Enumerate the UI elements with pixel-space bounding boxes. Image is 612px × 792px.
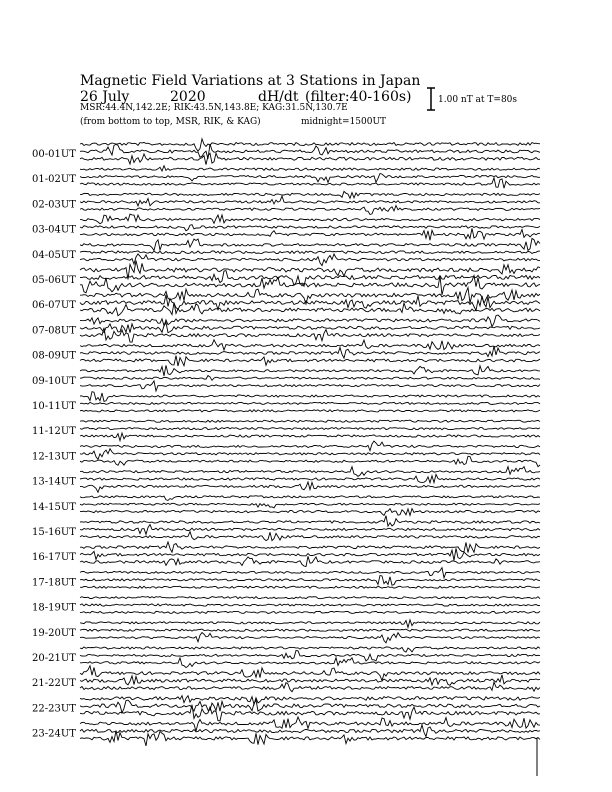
trace-rik: [80, 449, 540, 460]
trace-kag: [80, 620, 540, 628]
station-order-note: (from bottom to top, MSR, RIK, & KAG): [80, 117, 261, 127]
trace-rik: [80, 271, 540, 287]
trace-msr: [80, 381, 540, 391]
trace-kag: [80, 441, 540, 451]
trace-kag: [80, 496, 540, 501]
hour-label: 02-03UT: [32, 199, 76, 211]
trace-kag: [80, 542, 540, 553]
trace-msr: [80, 178, 540, 188]
stations-line: MSR:44.4N,142.2E; RIK:43.5N,143.8E; KAG:31.5N,130.7E: [80, 103, 348, 113]
trace-kag: [80, 516, 540, 526]
trace-msr: [80, 586, 540, 588]
trace-kag: [80, 340, 540, 350]
trace-kag: [80, 214, 540, 224]
hour-label: 08-09UT: [32, 350, 76, 362]
trace-kag: [80, 288, 540, 305]
hour-label: 10-11UT: [32, 401, 76, 412]
trace-rik: [80, 675, 540, 686]
trace-msr: [80, 456, 540, 466]
hour-label: 05-06UT: [32, 275, 76, 286]
hour-label: 22-23UT: [32, 703, 76, 715]
trace-msr: [80, 730, 540, 746]
trace-kag: [80, 647, 540, 652]
scale-bar: [427, 88, 435, 110]
hour-label: 06-07UT: [32, 300, 76, 312]
trace-rik: [80, 174, 540, 183]
trace-msr: [80, 633, 540, 643]
trace-kag: [80, 315, 540, 327]
trace-kag: [80, 166, 540, 171]
trace-kag: [80, 666, 540, 681]
trace-kag: [80, 365, 540, 376]
midnight-note: midnight=1500UT: [301, 117, 387, 127]
trace-rik: [80, 225, 540, 231]
trace-kag: [80, 568, 540, 578]
trace-rik: [80, 428, 540, 430]
trace-kag: [80, 392, 540, 402]
trace-kag: [80, 238, 540, 250]
trace-group: [80, 139, 540, 746]
hour-label: 00-01UT: [32, 149, 76, 160]
trace-rik: [80, 346, 540, 358]
trace-msr: [80, 509, 540, 516]
trace-kag: [80, 696, 540, 705]
trace-msr: [80, 153, 540, 164]
trace-rik: [80, 323, 540, 333]
trace-rik: [80, 251, 540, 254]
trace-rik: [80, 376, 540, 381]
hour-label: 07-08UT: [32, 325, 76, 337]
date-label: 26 July: [80, 89, 130, 105]
trace-msr: [80, 433, 540, 441]
hour-label: 01-02UT: [32, 174, 76, 186]
trace-kag: [80, 139, 540, 151]
trace-rik: [80, 474, 540, 482]
hour-label: 20-21UT: [32, 653, 76, 664]
trace-rik: [80, 503, 540, 508]
trace-msr: [80, 228, 540, 240]
trace-kag: [80, 717, 540, 731]
trace-msr: [80, 254, 540, 266]
hour-label: 04-05UT: [32, 249, 76, 261]
component-label: dH/dt: [258, 89, 299, 105]
hour-label: 14-15UT: [32, 501, 76, 513]
hour-label: 11-12UT: [32, 426, 76, 438]
hour-label: 09-10UT: [32, 375, 76, 387]
trace-msr: [80, 658, 540, 668]
trace-rik: [80, 144, 540, 159]
trace-msr: [80, 328, 540, 342]
trace-rik: [80, 629, 540, 631]
trace-rik: [80, 402, 540, 404]
trace-rik: [80, 196, 540, 206]
hour-label: 18-19UT: [32, 602, 76, 614]
trace-rik: [80, 525, 540, 535]
trace-kag: [80, 191, 540, 198]
hour-label: 21-22UT: [32, 678, 76, 690]
trace-msr: [80, 356, 540, 366]
trace-msr: [80, 682, 540, 692]
chart-title: Magnetic Field Variations at 3 Stations in Japan: [80, 73, 421, 89]
hour-label: 15-16UT: [32, 527, 76, 538]
trace-rik: [80, 604, 540, 606]
hour-label: 03-04UT: [32, 224, 76, 236]
trace-rik: [80, 651, 540, 662]
trace-kag: [80, 420, 540, 422]
trace-msr: [80, 410, 540, 412]
trace-kag: [80, 597, 540, 599]
hour-label: 23-24UT: [32, 728, 76, 740]
trace-msr: [80, 556, 540, 566]
trace-msr: [80, 482, 540, 492]
trace-msr: [80, 206, 540, 215]
hour-label: 13-14UT: [32, 476, 76, 488]
trace-kag: [80, 467, 540, 477]
trace-msr: [80, 611, 540, 613]
trace-rik: [80, 700, 540, 713]
hour-label: 17-18UT: [32, 577, 76, 589]
trace-msr: [80, 532, 540, 541]
scale-bar-label: 1.00 nT at T=80s: [438, 95, 518, 105]
trace-rik: [80, 548, 540, 560]
hour-label-group: [32, 149, 76, 740]
filter-label: (filter:40-160s): [305, 89, 412, 105]
hour-label: 12-13UT: [32, 451, 76, 463]
hour-label: 16-17UT: [32, 552, 76, 564]
trace-rik: [80, 576, 540, 586]
trace-rik: [80, 725, 540, 737]
hour-label: 19-20UT: [32, 627, 76, 639]
year-label: 2020: [170, 89, 206, 105]
